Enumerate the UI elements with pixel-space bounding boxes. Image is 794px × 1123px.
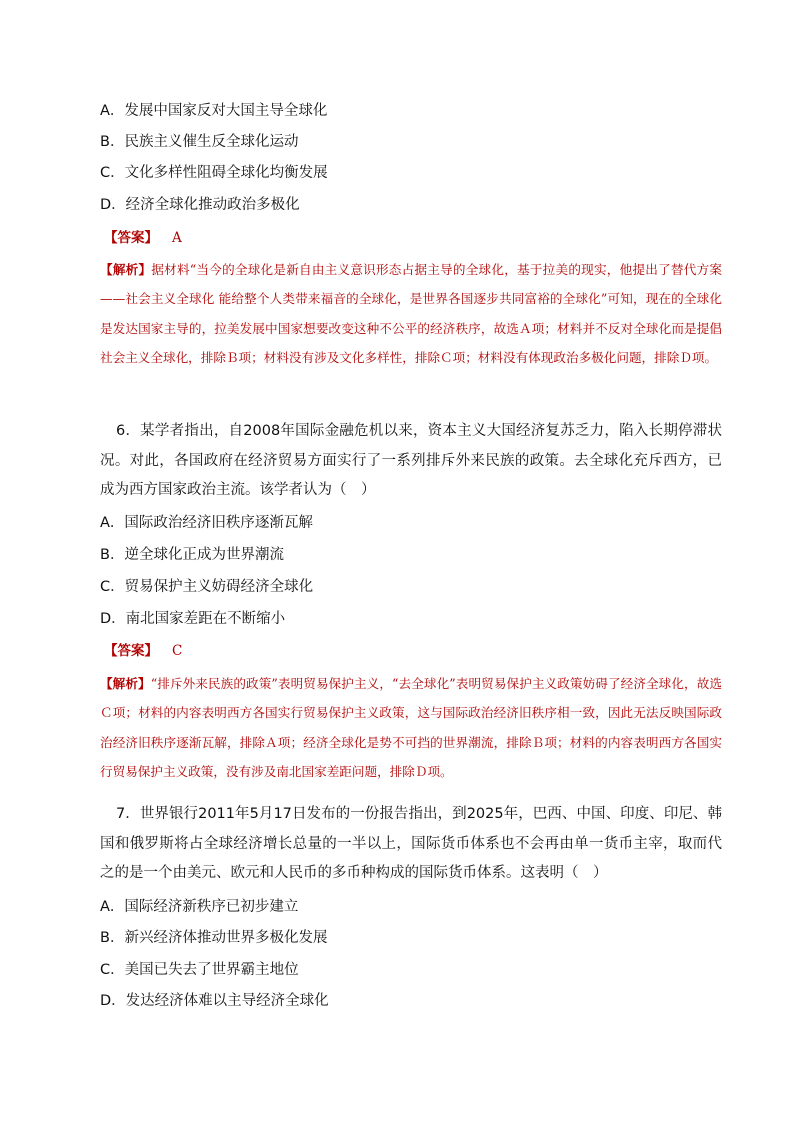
q6-analysis <box>100 669 722 786</box>
q6-answer-value: C <box>172 643 183 659</box>
q5-option-a: A．发展中国家反对大国主导全球化 <box>100 103 328 119</box>
q7-option-a: A．国际经济新秩序已初步建立 <box>100 899 299 915</box>
q6-option-c: C．贸易保护主义妨碍经济全球化 <box>100 579 314 595</box>
q6-option-a: A．国际政治经济旧秩序逐渐瓦解 <box>100 515 313 531</box>
q5-analysis-text: 据材料“当今的全球化是新自由主义意识形态占据主导的全球化，基于拉美的现实，他提出了替代方案——社会主义全球化 能给整个人类带来福音的全球化，是世界各国逐步共同富裕的全球化”可知，现在的全球化是发达国家主导的，拉美发展中国家想要改变这种不公平的经济秩序，故选Ａ项；材料并不反对全球化而是提倡社会主义全球化，排除Ｂ项；材料没有涉及文化多样性，排除Ｃ项；材料没有体现政治多极化问题，排除Ｄ项。 <box>100 262 722 365</box>
q7-option-b: B．新兴经济体推动世界多极化发展 <box>100 930 328 946</box>
q5-analysis-label: 【解析】 <box>100 262 152 277</box>
q7-stem: 7．世界银行2011年5月17日发布的一份报告指出，到2025年，巴西、中国、印度、印尼、韩国和俄罗斯将占全球经济增长总量的一半以上，国际货币体系也不会再由单一货币主宰，取而代之的是一个由美元、欧元和人民币的多币种构成的国际货币体系。这表明（ ） <box>100 806 722 881</box>
q5-analysis <box>100 255 722 372</box>
q7-option-c: C．美国已失去了世界霸主地位 <box>100 962 299 978</box>
q6-option-b: B．逆全球化正成为世界潮流 <box>100 547 284 563</box>
q5-answer-label: 【答案】 <box>104 230 158 246</box>
q5-option-c: C．文化多样性阻碍全球化均衡发展 <box>100 165 328 181</box>
q6-analysis-text: “排斥外来民族的政策”表明贸易保护主义，“去全球化”表明贸易保护主义政策妨碍了经济全球化，故选Ｃ项；材料的内容表明西方各国实行贸易保护主义政策，这与国际政治经济旧秩序相一致，因此无法反映国际政治经济旧秩序逐渐瓦解，排除Ａ项；经济全球化是势不可挡的世界潮流，排除Ｂ项；材料的内容表明西方各国实行贸易保护主义政策，没有涉及南北国家差距问题，排除Ｄ项。 <box>100 676 723 779</box>
q5-option-b: B．民族主义催生反全球化运动 <box>100 134 299 150</box>
q6-answer <box>104 641 182 661</box>
q7-option-d: D．发达经济体难以主导经济全球化 <box>100 993 329 1009</box>
q6-analysis-label: 【解析】 <box>100 676 151 691</box>
q6-stem: 6．某学者指出，自2008年国际金融危机以来，资本主义大国经济复苏乏力，陷入长期停滞状况。对此，各国政府在经济贸易方面实行了一系列排斥外来民族的政策。去全球化充斥西方，已成为西方国家政治主流。该学者认为（ ） <box>100 423 722 498</box>
q5-option-d: D．经济全球化推动政治多极化 <box>100 197 300 213</box>
q5-answer-value: A <box>172 230 182 246</box>
q6-answer-label: 【答案】 <box>104 643 158 659</box>
q5-answer <box>104 228 182 248</box>
q6-option-d: D．南北国家差距在不断缩小 <box>100 611 286 627</box>
